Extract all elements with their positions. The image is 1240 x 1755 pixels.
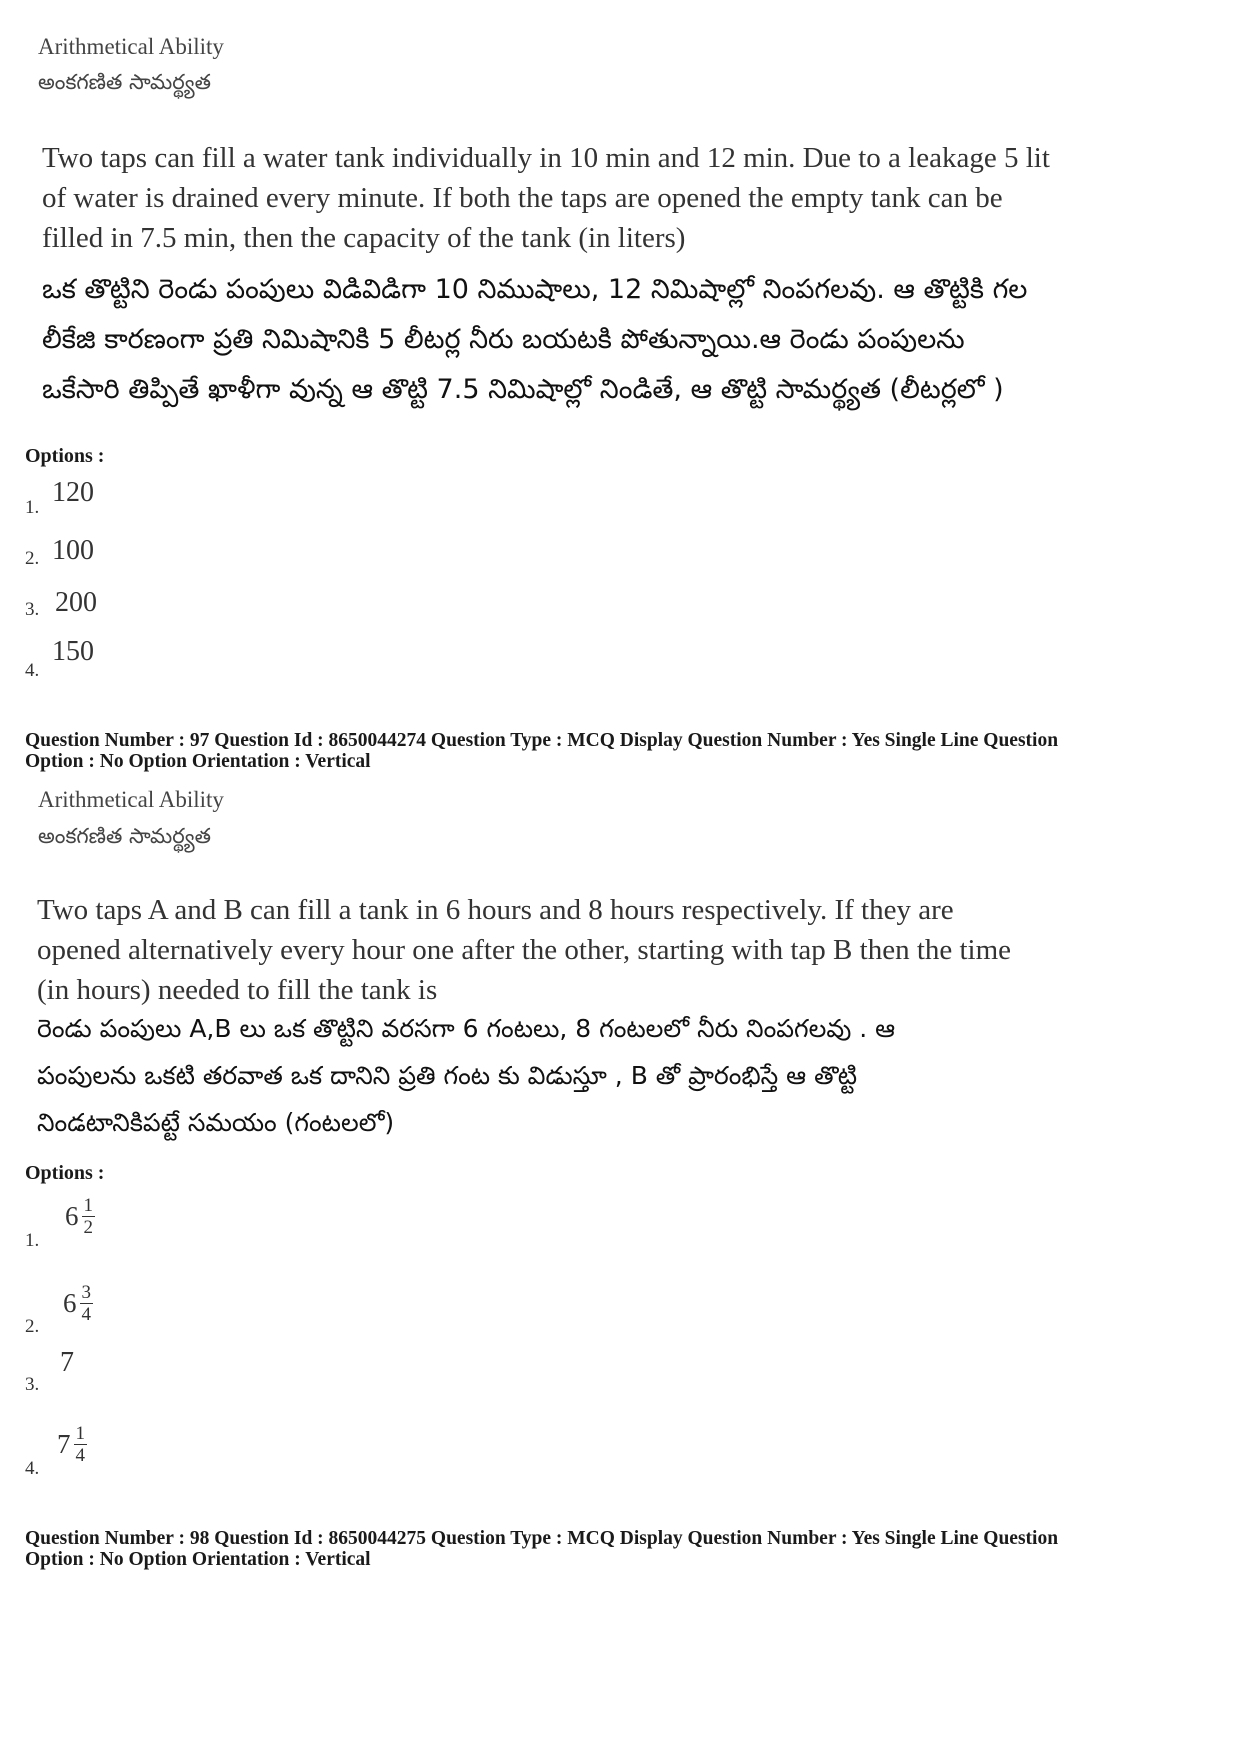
option-3[interactable] — [25, 587, 225, 635]
question-line: of water is drained every minute. If both the taps are opened the empty tank can be — [42, 182, 1003, 214]
option-number: 2. — [25, 1316, 40, 1337]
subject-title-en: Arithmetical Ability — [38, 34, 224, 59]
option-number: 3. — [25, 599, 40, 620]
fraction-whole: 6 — [63, 1288, 77, 1318]
option-number: 4. — [25, 660, 40, 681]
option-value: 120 — [52, 477, 94, 508]
option-2[interactable] — [25, 535, 225, 580]
option-number: 1. — [25, 1230, 40, 1251]
question-line: opened alternatively every hour one after the other, starting with tap B then the time — [37, 934, 1012, 966]
fraction-denominator: 4 — [81, 1304, 91, 1325]
option-1[interactable] — [25, 1195, 225, 1255]
option-number: 2. — [25, 548, 40, 569]
question-text-te — [37, 1005, 1187, 1146]
fraction-denominator: 4 — [75, 1445, 85, 1466]
question-line: Two taps can fill a water tank individually in 10 min and 12 min. Due to a leakage 5 lit — [42, 142, 1050, 174]
option-2[interactable] — [25, 1280, 225, 1340]
subject-title-te: అంకగణిత సామర్థ్యత — [38, 70, 211, 94]
option-value — [65, 1195, 95, 1238]
option-value: 150 — [52, 636, 94, 667]
subject-title-en: Arithmetical Ability — [38, 787, 224, 812]
question-text-en — [37, 890, 1150, 1010]
question-line: Two taps A and B can fill a tank in 6 hours and 8 hours respectively. If they are — [37, 894, 954, 926]
question-line: filled in 7.5 min, then the capacity of the tank (in liters) — [42, 222, 686, 254]
option-3[interactable] — [25, 1347, 225, 1400]
question-meta — [25, 730, 1225, 772]
option-value: 7 — [60, 1347, 74, 1378]
question-text-en — [42, 138, 1150, 258]
option-value — [63, 1282, 93, 1325]
option-value — [57, 1423, 87, 1466]
option-value: 200 — [55, 587, 97, 618]
question-line: రెండు పంపులు A,B లు ఒక తొట్టిని వరసగా 6 గంటలు, 8 గంటలలో నీరు నింపగలవు . ఆ — [37, 1014, 896, 1043]
options-heading: Options : — [25, 1162, 105, 1184]
question-line: పంపులను ఒకటి తరవాత ఒక దానిని ప్రతి గంట కు విడుస్తూ , B తో ప్రారంభిస్తే ఆ తొట్టి — [37, 1061, 858, 1090]
question-line: ఒకేసారి తిప్పితే ఖాళీగా వున్న ఆ తొట్టి 7.5 నిమిషాల్లో నిండితే, ఆ తొట్టి సామర్థ్యత (లీటర్లలో ) — [42, 374, 1004, 405]
question-line: ఒక తొట్టిని రెండు పంపులు విడివిడిగా 10 నిముషాలు, 12 నిమిషాల్లో నింపగలవు. ఆ తొట్టికి గల — [42, 274, 1028, 305]
option-value: 100 — [52, 535, 94, 566]
option-4[interactable] — [25, 1420, 225, 1485]
meta-line: Question Number : 98 Question Id : 8650044275 Question Type : MCQ Display Question Number : Yes Single Line Question — [25, 1528, 1059, 1549]
meta-line: Option : No Option Orientation : Vertical — [25, 751, 371, 772]
fraction-numerator: 1 — [75, 1423, 85, 1444]
question-meta — [25, 1528, 1225, 1570]
fraction-whole: 7 — [57, 1429, 71, 1459]
question-line: నిండటానికిపట్టే సమయం (గంటలలో) — [37, 1108, 395, 1137]
option-1[interactable] — [25, 477, 225, 525]
option-number: 4. — [25, 1458, 40, 1479]
meta-line: Option : No Option Orientation : Vertical — [25, 1549, 371, 1570]
fraction-numerator: 3 — [81, 1282, 91, 1303]
question-line: లీకేజి కారణంగా ప్రతి నిమిషానికి 5 లీటర్ల నీరు బయటకి పోతున్నాయి.ఆ రెండు పంపులను — [42, 324, 965, 355]
question-text-te — [42, 265, 1192, 415]
fraction-denominator: 2 — [83, 1217, 93, 1238]
option-number: 3. — [25, 1374, 40, 1395]
option-number: 1. — [25, 497, 40, 518]
subject-title-te: అంకగణిత సామర్థ్యత — [38, 824, 211, 848]
meta-line: Question Number : 97 Question Id : 8650044274 Question Type : MCQ Display Question Number : Yes Single Line Question — [25, 730, 1059, 751]
options-heading: Options : — [25, 445, 105, 467]
option-4[interactable] — [25, 636, 225, 690]
question-line: (in hours) needed to fill the tank is — [37, 974, 438, 1006]
fraction-whole: 6 — [65, 1201, 79, 1231]
fraction-numerator: 1 — [83, 1195, 93, 1216]
